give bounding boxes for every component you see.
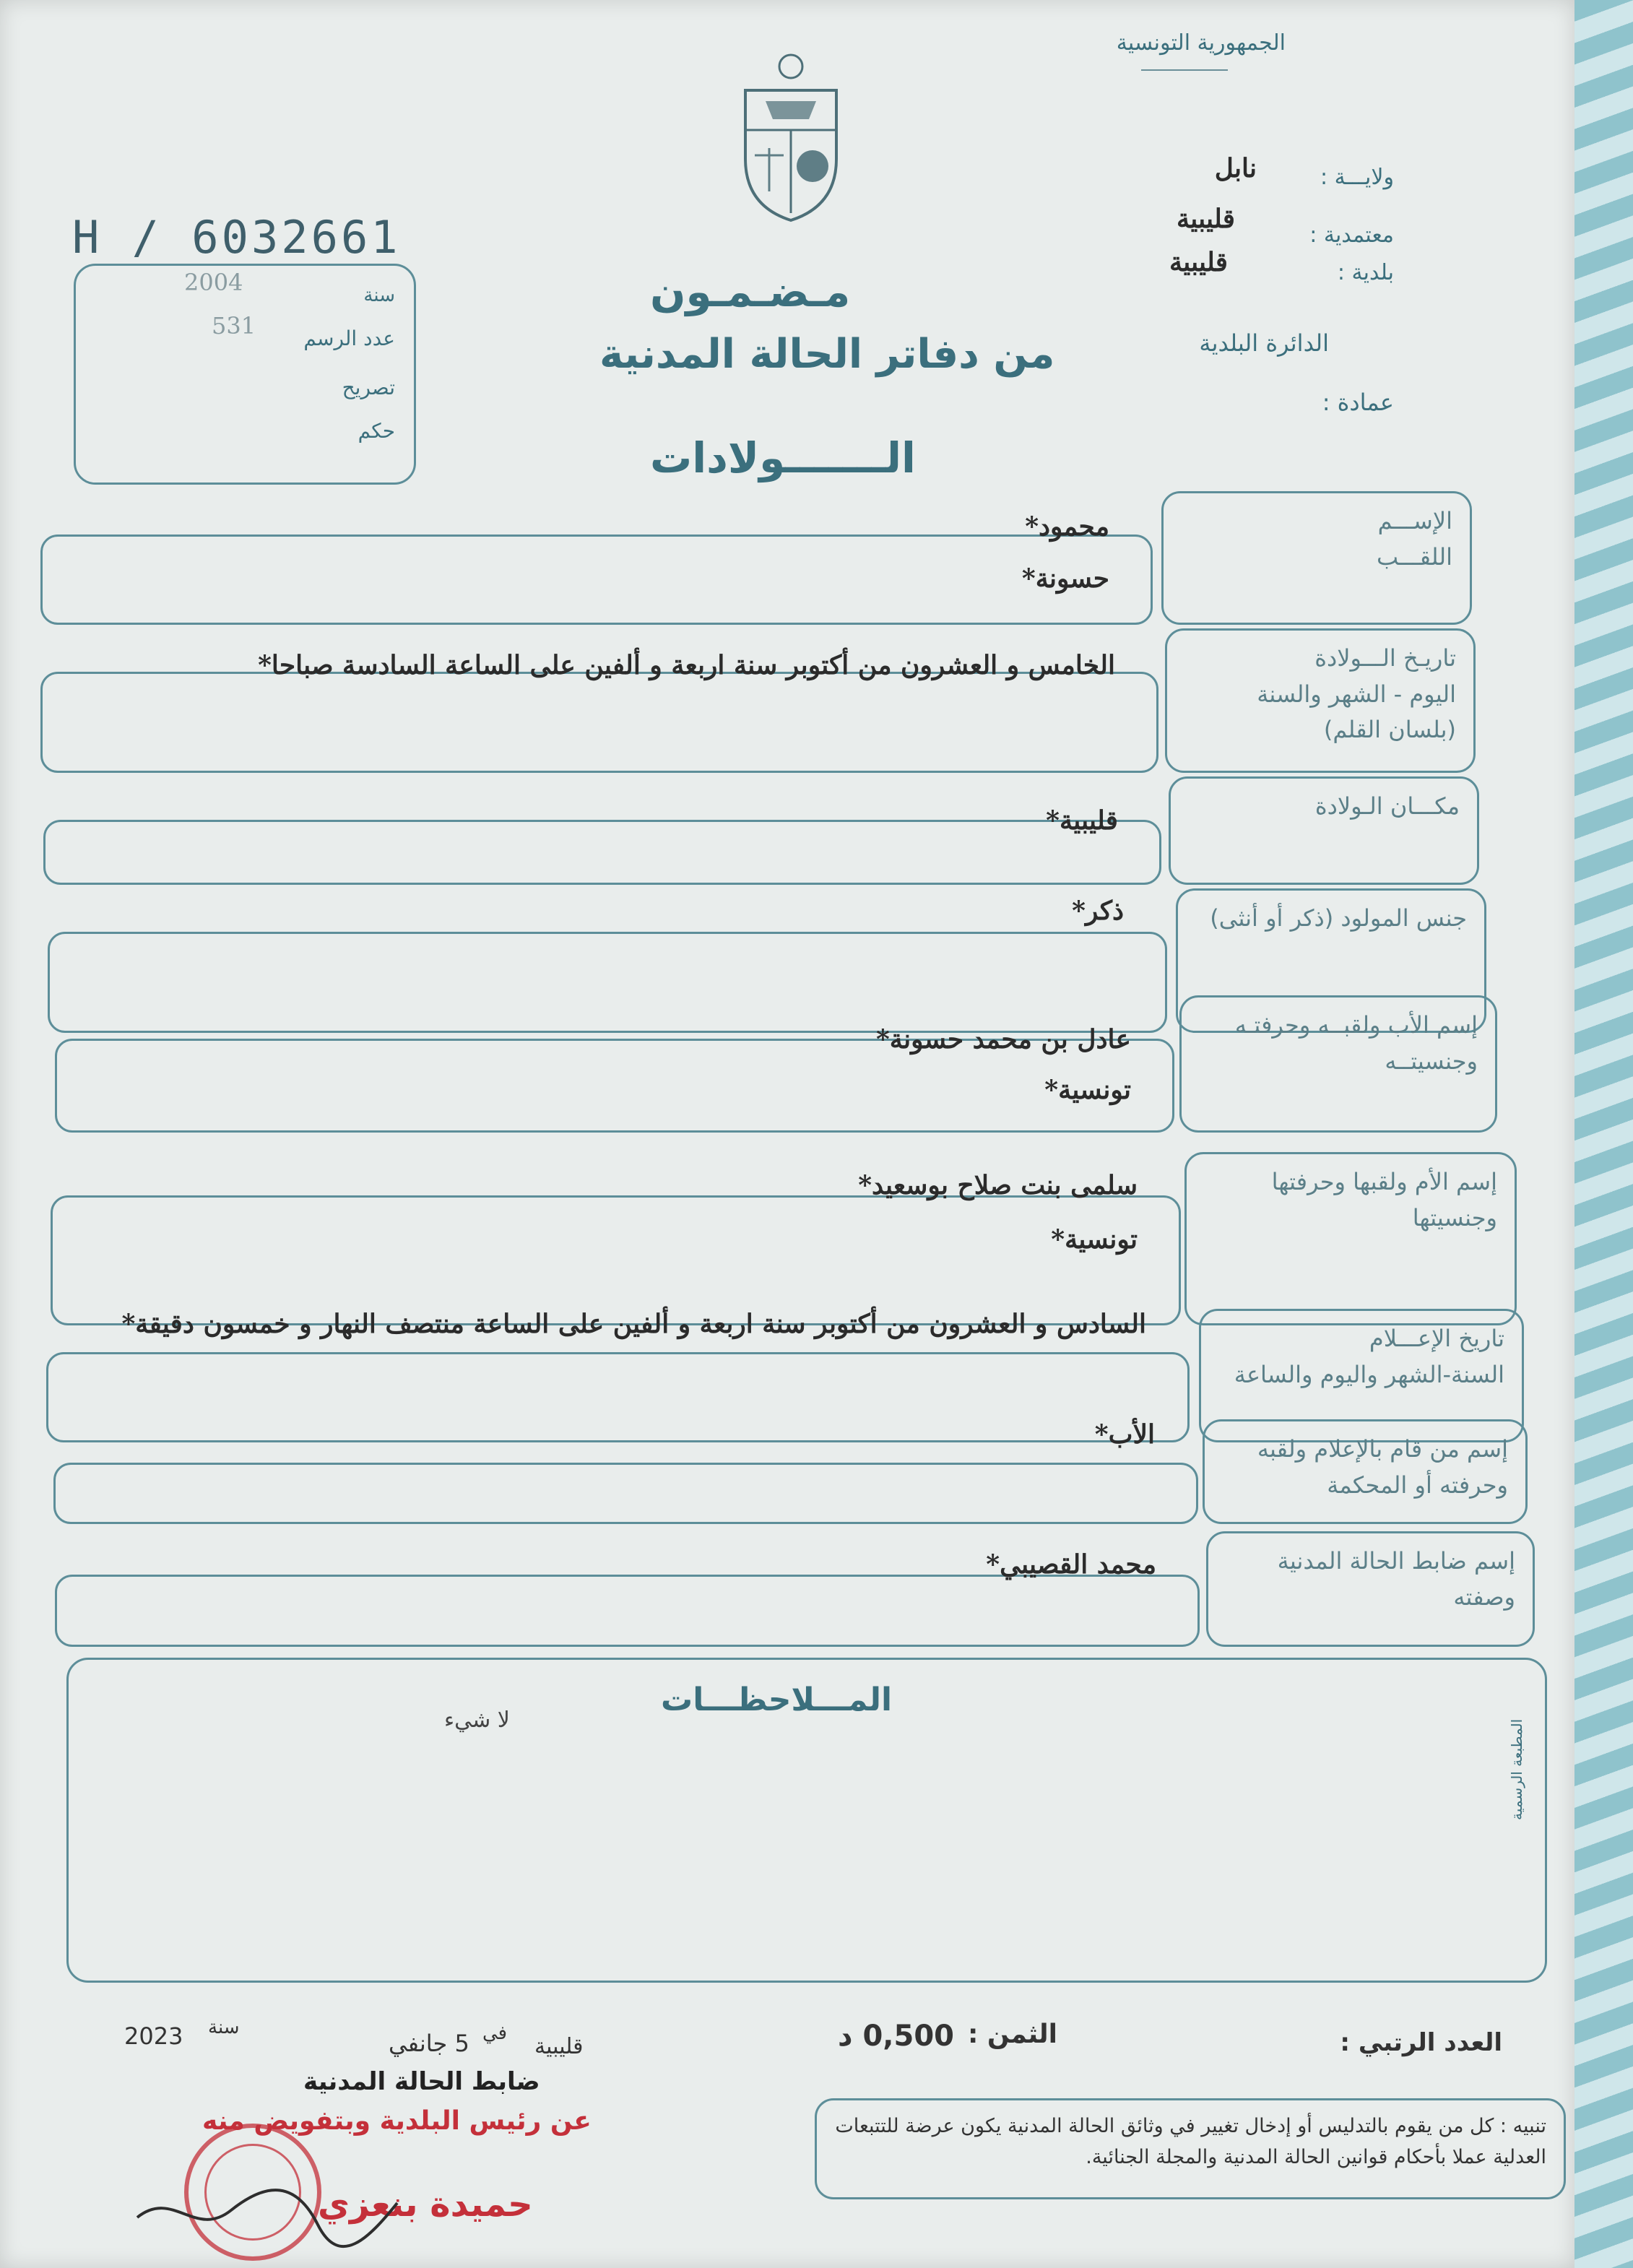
delegation-value: قليبية — [1176, 204, 1235, 234]
field-value-box-9 — [55, 1575, 1200, 1647]
field-value-box-8 — [53, 1463, 1198, 1524]
coat-of-arms-icon — [729, 51, 852, 224]
field-value-box-3 — [43, 820, 1161, 885]
republic-heading: الجمهورية التونسية — [1116, 30, 1286, 56]
field-label-line: جنس المولود (ذكر أو أنثى) — [1210, 904, 1467, 932]
reference-box — [74, 264, 416, 485]
year-value: 2023 — [124, 2022, 183, 2050]
field-value-box-1 — [40, 534, 1153, 625]
field-value: سلمى بنت صلاح بوسعيد* — [858, 1170, 1138, 1200]
field-value: ذكر* — [1072, 896, 1124, 926]
field-label-line: الإســـم — [1377, 507, 1452, 534]
field-label-line: تاريـخ الـــولادة — [1314, 644, 1456, 672]
field-value-box-6 — [51, 1195, 1181, 1325]
field-label-line: وحرفته أو المحكمة — [1327, 1471, 1508, 1499]
place-value: قليبية — [534, 2034, 584, 2059]
year-label: سنة — [208, 2017, 240, 2038]
field-label-9 — [1206, 1531, 1535, 1647]
field-label-line: وجنسيتها — [1412, 1203, 1497, 1232]
title-line2: من دفاتر الحالة المدنية — [599, 331, 1055, 378]
municipality-label: بلدية : — [1337, 260, 1394, 285]
ref-year-value: 2004 — [184, 269, 243, 296]
field-label-5 — [1179, 995, 1497, 1133]
field-label-line: اليوم - الشهر والسنة — [1257, 680, 1456, 708]
ref-number-label: عدد الرسم — [303, 326, 395, 350]
district-label: الدائرة البلدية — [1199, 329, 1329, 357]
signature-name: حميدة بنعزي — [318, 2184, 533, 2225]
field-value-box-7 — [46, 1352, 1190, 1442]
remarks-value: لا شيء — [444, 1708, 510, 1733]
field-value: محمود* — [1025, 511, 1109, 542]
remarks-title: المـــلاحظـــات — [661, 1681, 893, 1718]
governorate-label: ولايـــة : — [1320, 165, 1394, 190]
field-label-8 — [1203, 1419, 1528, 1524]
field-value: تونسية* — [1044, 1075, 1131, 1105]
title-line1: مـضـمـون — [650, 267, 851, 316]
field-label-line: السنة-الشهر واليوم والساعة — [1234, 1360, 1504, 1388]
serial-number: H / 6032661 — [72, 211, 401, 264]
delegation-label: معتمدية : — [1309, 222, 1394, 248]
field-label-3 — [1169, 776, 1479, 885]
field-value-box-2 — [40, 672, 1158, 773]
municipality-value: قليبية — [1169, 247, 1228, 277]
serial-number-label: العدد الرتبي : — [1340, 2028, 1502, 2057]
ref-declaration-label: تصريح — [342, 376, 395, 399]
field-value: الخامس و العشرون من أكتوبر سنة اربعة و ألفين على الساعة السادسة صباحا* — [258, 650, 1115, 680]
ref-number-value: 531 — [212, 312, 256, 339]
field-value: الأب* — [1094, 1419, 1155, 1450]
field-value: قليبية* — [1046, 805, 1118, 836]
warning-box: تنبيه : كل من يقوم بالتدليس أو إدخال تغيير في وثائق الحالة المدنية يكون عرضة للتتبعات العدلية عملا بأحكام قوانين الحالة المدنية والمجلة الجنائية. — [815, 2098, 1566, 2199]
delegation-text: عن رئيس البلدية وبتفويض منه — [202, 2106, 592, 2136]
divider — [1141, 69, 1228, 71]
ref-judgment-label: حكم — [358, 419, 395, 443]
field-value: عادل بن محمد حسونة* — [875, 1024, 1131, 1055]
field-value: محمد القصيبي* — [986, 1549, 1156, 1580]
in-label: في — [482, 2022, 508, 2044]
printer-mark: المطبعة الرسمية — [1508, 1718, 1525, 1820]
price-label: الثمن : — [968, 2020, 1058, 2049]
field-label-line: إسم ضابط الحالة المدنية — [1277, 1547, 1515, 1575]
governorate-value: نابل — [1214, 153, 1257, 183]
field-value: حسونة* — [1021, 563, 1109, 594]
field-label-line: تاريخ الإعـــلام — [1369, 1325, 1504, 1352]
field-label-line: وجنسيتــه — [1385, 1047, 1478, 1075]
field-label-6 — [1184, 1152, 1517, 1325]
field-value: تونسية* — [1051, 1224, 1138, 1255]
officer-label: ضابط الحالة المدنية — [303, 2067, 540, 2096]
field-value: السادس و العشرون من أكتوبر سنة اربعة و ألفين على الساعة منتصف النهار و خمسون دقيقة* — [121, 1309, 1146, 1339]
field-label-line: مكـــان الـولادة — [1314, 792, 1460, 820]
section-title: الـــــــولادات — [650, 433, 916, 482]
field-label-2 — [1165, 628, 1476, 773]
field-label-line: إسم الأم ولقبها وحرفتها — [1271, 1168, 1497, 1195]
field-value-box-4 — [48, 932, 1167, 1033]
imada-label: عمادة : — [1322, 389, 1394, 416]
field-label-line: إسم من قام بالإعلام ولقبه — [1257, 1435, 1508, 1463]
field-label-1 — [1161, 491, 1472, 625]
price-value: 0,500 د — [838, 2020, 954, 2053]
page-edge-pattern — [1574, 0, 1633, 2268]
field-label-line: (بلسان القلم) — [1323, 716, 1456, 744]
ref-year-label: سنة — [363, 285, 395, 306]
field-label-line: إسم الأب ولقبــه وحرفتـه — [1234, 1011, 1478, 1039]
field-label-line: اللقـــب — [1377, 542, 1452, 571]
signature-scribble-icon — [130, 2174, 404, 2254]
remarks-box — [66, 1658, 1547, 1983]
date-value: 5 جانفي — [389, 2030, 469, 2057]
field-label-line: وصفته — [1453, 1583, 1515, 1611]
